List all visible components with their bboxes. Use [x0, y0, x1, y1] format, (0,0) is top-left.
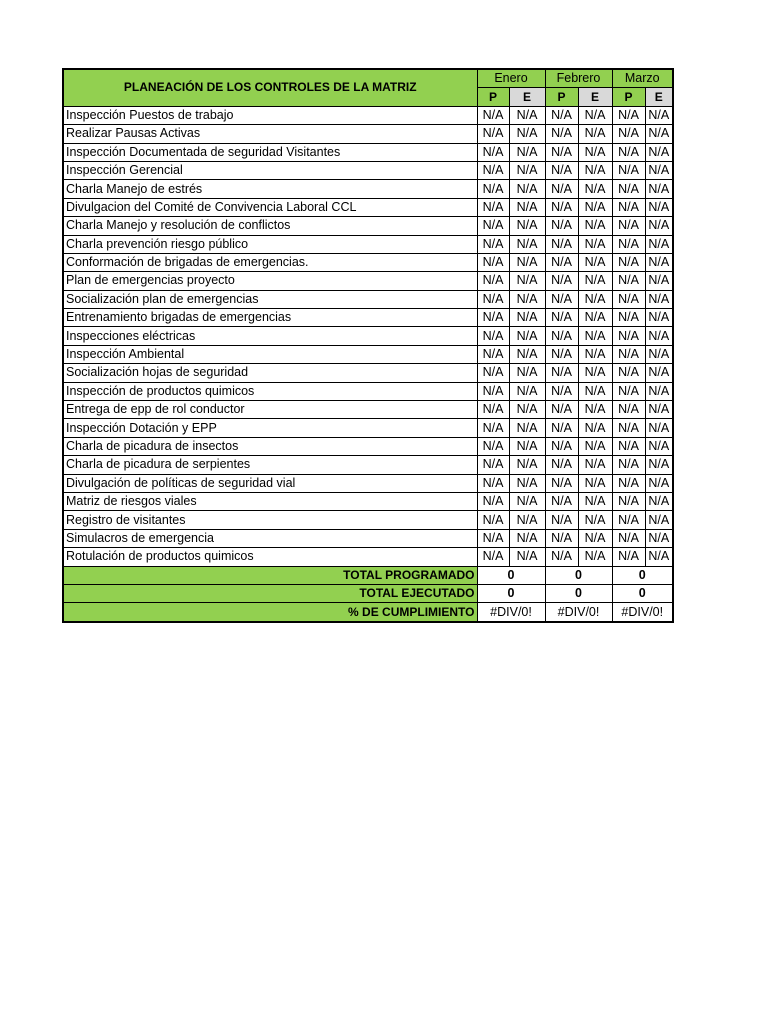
- table-row: [63, 217, 673, 235]
- status-cell[interactable]: N/A: [509, 548, 545, 566]
- status-cell[interactable]: N/A: [509, 161, 545, 179]
- table-row: [63, 437, 673, 455]
- status-cell[interactable]: N/A: [545, 272, 578, 290]
- total-programado-marzo[interactable]: 0: [612, 566, 673, 584]
- activity-name[interactable]: Inspección Puestos de trabajo: [63, 106, 477, 124]
- status-cell[interactable]: N/A: [645, 235, 673, 253]
- status-cell[interactable]: N/A: [509, 327, 545, 345]
- status-cell[interactable]: N/A: [578, 327, 612, 345]
- e-header: E: [578, 88, 612, 106]
- status-cell[interactable]: N/A: [578, 272, 612, 290]
- table-row: [63, 125, 673, 143]
- month-header-marzo: Marzo: [612, 69, 673, 88]
- status-cell[interactable]: N/A: [477, 235, 509, 253]
- status-cell[interactable]: N/A: [645, 364, 673, 382]
- status-cell[interactable]: N/A: [545, 253, 578, 271]
- status-cell[interactable]: N/A: [612, 456, 645, 474]
- status-cell[interactable]: N/A: [477, 106, 509, 124]
- status-cell[interactable]: N/A: [645, 401, 673, 419]
- status-cell[interactable]: N/A: [612, 492, 645, 510]
- activity-rows: [63, 106, 673, 566]
- status-cell[interactable]: N/A: [578, 106, 612, 124]
- status-cell[interactable]: N/A: [645, 198, 673, 216]
- status-cell[interactable]: N/A: [612, 437, 645, 455]
- table-row: [63, 345, 673, 363]
- total-ejecutado-febrero[interactable]: 0: [545, 584, 612, 602]
- status-cell[interactable]: N/A: [545, 456, 578, 474]
- status-cell[interactable]: N/A: [578, 456, 612, 474]
- status-cell[interactable]: N/A: [509, 382, 545, 400]
- status-cell[interactable]: N/A: [545, 180, 578, 198]
- activity-name[interactable]: Socialización hojas de seguridad: [63, 364, 477, 382]
- status-cell[interactable]: N/A: [645, 217, 673, 235]
- status-cell[interactable]: N/A: [477, 327, 509, 345]
- table-row: [63, 548, 673, 566]
- month-header-febrero: Febrero: [545, 69, 612, 88]
- status-cell[interactable]: N/A: [612, 364, 645, 382]
- p-header: P: [612, 88, 645, 106]
- status-cell[interactable]: N/A: [509, 345, 545, 363]
- status-cell[interactable]: N/A: [612, 272, 645, 290]
- status-cell[interactable]: N/A: [545, 327, 578, 345]
- status-cell[interactable]: N/A: [545, 161, 578, 179]
- status-cell[interactable]: N/A: [612, 345, 645, 363]
- status-cell[interactable]: N/A: [612, 419, 645, 437]
- p-header: P: [477, 88, 509, 106]
- activity-name[interactable]: Inspección Dotación y EPP: [63, 419, 477, 437]
- activity-name[interactable]: Simulacros de emergencia: [63, 529, 477, 547]
- status-cell[interactable]: N/A: [509, 253, 545, 271]
- table-row: [63, 401, 673, 419]
- status-cell[interactable]: N/A: [578, 364, 612, 382]
- status-cell[interactable]: N/A: [477, 364, 509, 382]
- status-cell[interactable]: N/A: [545, 143, 578, 161]
- status-cell[interactable]: N/A: [545, 492, 578, 510]
- status-cell[interactable]: N/A: [612, 382, 645, 400]
- status-cell[interactable]: N/A: [645, 345, 673, 363]
- activity-name[interactable]: Plan de emergencias proyecto: [63, 272, 477, 290]
- total-ejecutado-marzo[interactable]: 0: [612, 584, 673, 602]
- status-cell[interactable]: N/A: [477, 272, 509, 290]
- table-title: PLANEACIÓN DE LOS CONTROLES DE LA MATRIZ: [63, 69, 477, 106]
- status-cell[interactable]: N/A: [578, 382, 612, 400]
- activity-name[interactable]: Divulgacion del Comité de Convivencia Laboral CCL: [63, 198, 477, 216]
- status-cell[interactable]: N/A: [645, 511, 673, 529]
- status-cell[interactable]: N/A: [545, 419, 578, 437]
- status-cell[interactable]: N/A: [477, 125, 509, 143]
- table-row: [63, 474, 673, 492]
- status-cell[interactable]: N/A: [645, 272, 673, 290]
- status-cell[interactable]: N/A: [545, 235, 578, 253]
- status-cell[interactable]: N/A: [578, 235, 612, 253]
- status-cell[interactable]: N/A: [612, 474, 645, 492]
- status-cell[interactable]: N/A: [612, 290, 645, 308]
- status-cell[interactable]: N/A: [477, 382, 509, 400]
- status-cell[interactable]: N/A: [578, 345, 612, 363]
- status-cell[interactable]: N/A: [578, 437, 612, 455]
- status-cell[interactable]: N/A: [578, 474, 612, 492]
- status-cell[interactable]: N/A: [545, 437, 578, 455]
- status-cell[interactable]: N/A: [545, 290, 578, 308]
- status-cell[interactable]: N/A: [509, 529, 545, 547]
- table-row: [63, 419, 673, 437]
- status-cell[interactable]: N/A: [645, 327, 673, 345]
- status-cell[interactable]: N/A: [509, 364, 545, 382]
- status-cell[interactable]: N/A: [612, 180, 645, 198]
- total-programado-febrero[interactable]: 0: [545, 566, 612, 584]
- status-cell[interactable]: N/A: [509, 474, 545, 492]
- status-cell[interactable]: N/A: [477, 529, 509, 547]
- status-cell[interactable]: N/A: [578, 180, 612, 198]
- status-cell[interactable]: N/A: [477, 419, 509, 437]
- status-cell[interactable]: N/A: [578, 198, 612, 216]
- status-cell[interactable]: N/A: [545, 309, 578, 327]
- status-cell[interactable]: N/A: [578, 511, 612, 529]
- status-cell[interactable]: N/A: [645, 419, 673, 437]
- total-ejecutado-row: [63, 584, 673, 602]
- table-row: [63, 529, 673, 547]
- status-cell[interactable]: N/A: [612, 401, 645, 419]
- status-cell[interactable]: N/A: [612, 217, 645, 235]
- total-ejecutado-label: TOTAL EJECUTADO: [63, 584, 477, 602]
- table-row: [63, 511, 673, 529]
- status-cell[interactable]: N/A: [578, 217, 612, 235]
- status-cell[interactable]: N/A: [545, 511, 578, 529]
- status-cell[interactable]: N/A: [578, 401, 612, 419]
- total-programado-label: TOTAL PROGRAMADO: [63, 566, 477, 584]
- cumplimiento-marzo[interactable]: #DIV/0!: [612, 603, 673, 622]
- status-cell[interactable]: N/A: [509, 180, 545, 198]
- status-cell[interactable]: N/A: [509, 198, 545, 216]
- status-cell[interactable]: N/A: [645, 143, 673, 161]
- status-cell[interactable]: N/A: [612, 106, 645, 124]
- table-row: [63, 456, 673, 474]
- total-programado-row: [63, 566, 673, 584]
- status-cell[interactable]: N/A: [645, 253, 673, 271]
- status-cell[interactable]: N/A: [477, 161, 509, 179]
- status-cell[interactable]: N/A: [612, 235, 645, 253]
- status-cell[interactable]: N/A: [477, 401, 509, 419]
- status-cell[interactable]: N/A: [477, 548, 509, 566]
- table-row: [63, 198, 673, 216]
- status-cell[interactable]: N/A: [545, 364, 578, 382]
- status-cell[interactable]: N/A: [612, 548, 645, 566]
- table-row: [63, 327, 673, 345]
- activity-name[interactable]: Charla Manejo y resolución de conflictos: [63, 217, 477, 235]
- table-row: [63, 492, 673, 510]
- status-cell[interactable]: N/A: [612, 161, 645, 179]
- activity-name[interactable]: Matriz de riesgos viales: [63, 492, 477, 510]
- table-row: [63, 272, 673, 290]
- status-cell[interactable]: N/A: [578, 492, 612, 510]
- status-cell[interactable]: N/A: [477, 198, 509, 216]
- status-cell[interactable]: N/A: [477, 492, 509, 510]
- status-cell[interactable]: N/A: [578, 529, 612, 547]
- status-cell[interactable]: N/A: [612, 253, 645, 271]
- status-cell[interactable]: N/A: [612, 143, 645, 161]
- activity-name[interactable]: Divulgación de políticas de seguridad vial: [63, 474, 477, 492]
- status-cell[interactable]: N/A: [578, 161, 612, 179]
- status-cell[interactable]: N/A: [578, 548, 612, 566]
- status-cell[interactable]: N/A: [645, 382, 673, 400]
- activity-name[interactable]: Charla de picadura de insectos: [63, 437, 477, 455]
- status-cell[interactable]: N/A: [645, 474, 673, 492]
- e-header: E: [645, 88, 673, 106]
- status-cell[interactable]: N/A: [545, 401, 578, 419]
- activity-name[interactable]: Inspección Ambiental: [63, 345, 477, 363]
- e-header: E: [509, 88, 545, 106]
- status-cell[interactable]: N/A: [612, 309, 645, 327]
- status-cell[interactable]: N/A: [545, 125, 578, 143]
- cumplimiento-enero[interactable]: #DIV/0!: [477, 603, 545, 622]
- table-row: [63, 161, 673, 179]
- status-cell[interactable]: N/A: [545, 529, 578, 547]
- status-cell[interactable]: N/A: [645, 548, 673, 566]
- activity-name[interactable]: Rotulación de productos quimicos: [63, 548, 477, 566]
- controls-planning-table: [62, 68, 674, 623]
- status-cell[interactable]: N/A: [509, 437, 545, 455]
- cumplimiento-febrero[interactable]: #DIV/0!: [545, 603, 612, 622]
- status-cell[interactable]: N/A: [545, 217, 578, 235]
- status-cell[interactable]: N/A: [509, 309, 545, 327]
- activity-name[interactable]: Conformación de brigadas de emergencias.: [63, 253, 477, 271]
- status-cell[interactable]: N/A: [578, 143, 612, 161]
- table-row: [63, 364, 673, 382]
- status-cell[interactable]: N/A: [645, 161, 673, 179]
- table-row: [63, 253, 673, 271]
- status-cell[interactable]: N/A: [477, 511, 509, 529]
- status-cell[interactable]: N/A: [645, 492, 673, 510]
- status-cell[interactable]: N/A: [477, 143, 509, 161]
- status-cell[interactable]: N/A: [645, 290, 673, 308]
- status-cell[interactable]: N/A: [477, 437, 509, 455]
- status-cell[interactable]: N/A: [477, 474, 509, 492]
- status-cell[interactable]: N/A: [578, 253, 612, 271]
- table-row: [63, 235, 673, 253]
- status-cell[interactable]: N/A: [509, 511, 545, 529]
- status-cell[interactable]: N/A: [509, 401, 545, 419]
- table-row: [63, 143, 673, 161]
- cumplimiento-row: [63, 603, 673, 622]
- status-cell[interactable]: N/A: [645, 309, 673, 327]
- status-cell[interactable]: N/A: [612, 125, 645, 143]
- total-programado-enero[interactable]: 0: [477, 566, 545, 584]
- status-cell[interactable]: N/A: [477, 345, 509, 363]
- table-row: [63, 180, 673, 198]
- activity-name[interactable]: Charla Manejo de estrés: [63, 180, 477, 198]
- status-cell[interactable]: N/A: [545, 474, 578, 492]
- status-cell[interactable]: N/A: [477, 217, 509, 235]
- status-cell[interactable]: N/A: [545, 198, 578, 216]
- activity-name[interactable]: Entrenamiento brigadas de emergencias: [63, 309, 477, 327]
- status-cell[interactable]: N/A: [545, 548, 578, 566]
- status-cell[interactable]: N/A: [612, 198, 645, 216]
- status-cell[interactable]: N/A: [509, 125, 545, 143]
- table-row: [63, 290, 673, 308]
- status-cell[interactable]: N/A: [645, 456, 673, 474]
- activity-name[interactable]: Inspección de productos quimicos: [63, 382, 477, 400]
- status-cell[interactable]: N/A: [477, 180, 509, 198]
- status-cell[interactable]: N/A: [612, 529, 645, 547]
- status-cell[interactable]: N/A: [477, 290, 509, 308]
- status-cell[interactable]: N/A: [578, 125, 612, 143]
- status-cell[interactable]: N/A: [509, 456, 545, 474]
- cumplimiento-label: % DE CUMPLIMIENTO: [63, 603, 477, 622]
- status-cell[interactable]: N/A: [477, 309, 509, 327]
- total-ejecutado-enero[interactable]: 0: [477, 584, 545, 602]
- status-cell[interactable]: N/A: [477, 456, 509, 474]
- status-cell[interactable]: N/A: [545, 382, 578, 400]
- activity-name[interactable]: Socialización plan de emergencias: [63, 290, 477, 308]
- status-cell[interactable]: N/A: [578, 419, 612, 437]
- status-cell[interactable]: N/A: [509, 290, 545, 308]
- status-cell[interactable]: N/A: [645, 180, 673, 198]
- activity-name[interactable]: Charla prevención riesgo público: [63, 235, 477, 253]
- status-cell[interactable]: N/A: [645, 106, 673, 124]
- p-header: P: [545, 88, 578, 106]
- status-cell[interactable]: N/A: [612, 327, 645, 345]
- status-cell[interactable]: N/A: [509, 106, 545, 124]
- header-row-months: [63, 69, 673, 88]
- table-row: [63, 382, 673, 400]
- table-row: [63, 309, 673, 327]
- status-cell[interactable]: N/A: [612, 511, 645, 529]
- table-row: [63, 106, 673, 124]
- status-cell[interactable]: N/A: [509, 217, 545, 235]
- status-cell[interactable]: N/A: [509, 235, 545, 253]
- activity-name[interactable]: Registro de visitantes: [63, 511, 477, 529]
- status-cell[interactable]: N/A: [645, 125, 673, 143]
- status-cell[interactable]: N/A: [578, 290, 612, 308]
- activity-name[interactable]: Realizar Pausas Activas: [63, 125, 477, 143]
- status-cell[interactable]: N/A: [509, 492, 545, 510]
- activity-name[interactable]: Inspecciones eléctricas: [63, 327, 477, 345]
- status-cell[interactable]: N/A: [545, 106, 578, 124]
- activity-name[interactable]: Entrega de epp de rol conductor: [63, 401, 477, 419]
- status-cell[interactable]: N/A: [509, 272, 545, 290]
- status-cell[interactable]: N/A: [545, 345, 578, 363]
- status-cell[interactable]: N/A: [578, 309, 612, 327]
- status-cell[interactable]: N/A: [509, 419, 545, 437]
- activity-name[interactable]: Inspección Documentada de seguridad Visitantes: [63, 143, 477, 161]
- status-cell[interactable]: N/A: [645, 529, 673, 547]
- activity-name[interactable]: Inspección Gerencial: [63, 161, 477, 179]
- status-cell[interactable]: N/A: [509, 143, 545, 161]
- status-cell[interactable]: N/A: [477, 253, 509, 271]
- month-header-enero: Enero: [477, 69, 545, 88]
- activity-name[interactable]: Charla de picadura de serpientes: [63, 456, 477, 474]
- status-cell[interactable]: N/A: [645, 437, 673, 455]
